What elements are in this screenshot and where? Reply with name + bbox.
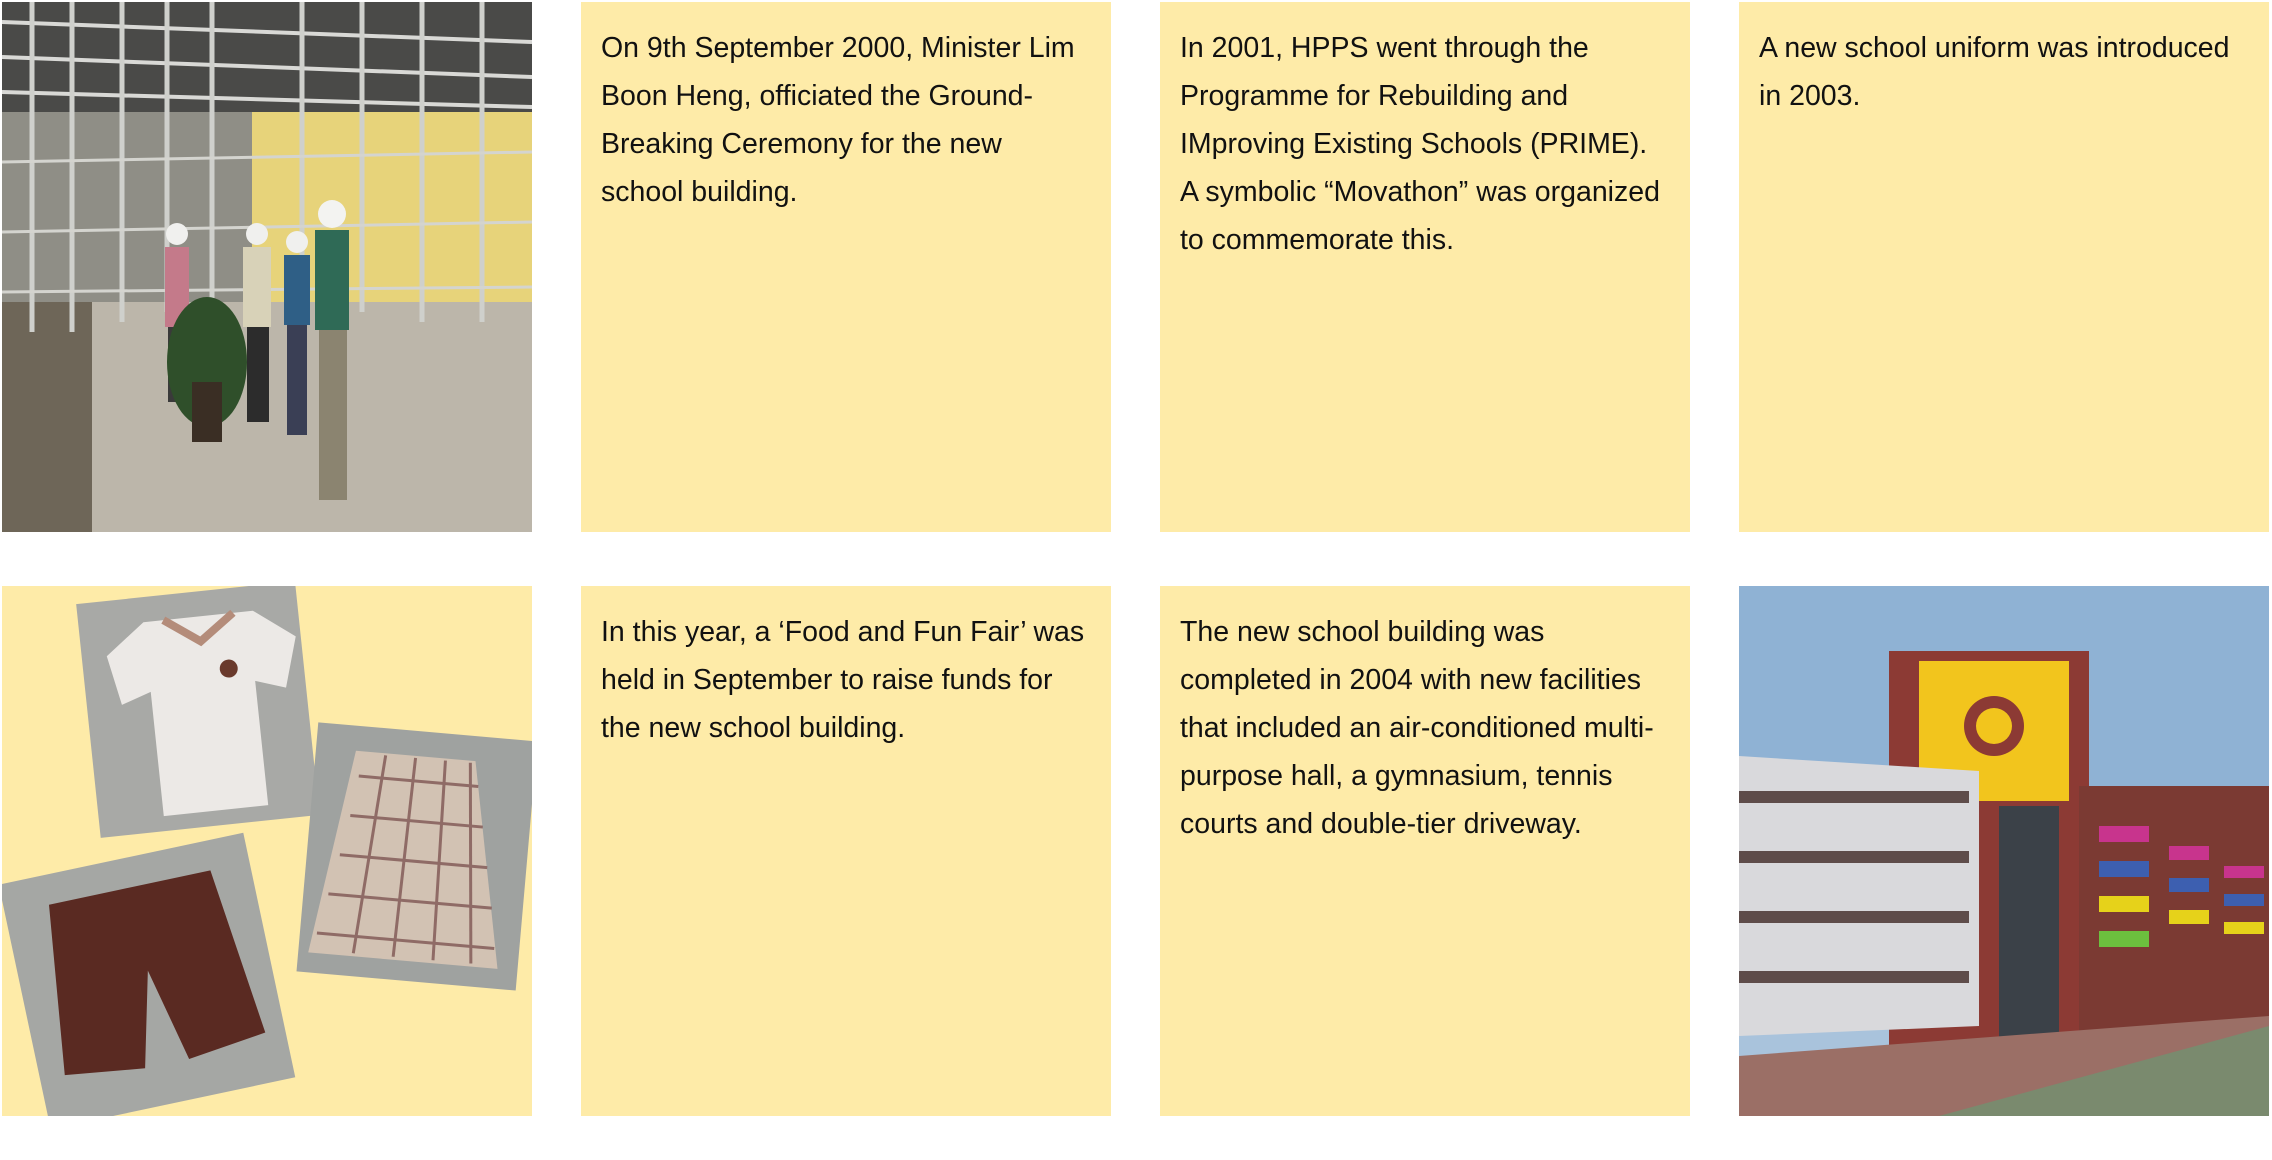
timeline-card-fun-fair <box>581 586 1111 1116</box>
timeline-card-2004 <box>1160 586 1690 1116</box>
timeline-text: The new school building was completed in 2004 with new facilities that included an air-conditioned multi-purpose hall, a gymnasium, tennis courts and double-tier driveway. <box>1180 616 1654 840</box>
uniform-items-image <box>2 586 532 1116</box>
timeline-card-2000 <box>581 2 1111 532</box>
new-school-building-photo <box>1739 586 2269 1116</box>
timeline-text: In this year, a ‘Food and Fun Fair’ was held in September to raise funds for the new school building. <box>601 616 1085 744</box>
timeline-text: On 9th September 2000, Minister Lim Boon Heng, officiated the Ground-Breaking Ceremony for the new school building. <box>601 32 1075 208</box>
timeline-card-2003 <box>1739 2 2269 532</box>
school-uniform-photo <box>2 586 532 1116</box>
timeline-text: In 2001, HPPS went through the Programme for Rebuilding and IMproving Existing Schools (PRIME). A symbolic “Movathon” was organized to commemorate this. <box>1180 32 1660 256</box>
timeline-text: A new school uniform was introduced in 2003. <box>1759 32 2230 112</box>
construction-site-image <box>2 2 532 532</box>
school-building-image <box>1739 586 2269 1116</box>
ground-breaking-ceremony-photo <box>2 2 532 532</box>
timeline-card-2001 <box>1160 2 1690 532</box>
